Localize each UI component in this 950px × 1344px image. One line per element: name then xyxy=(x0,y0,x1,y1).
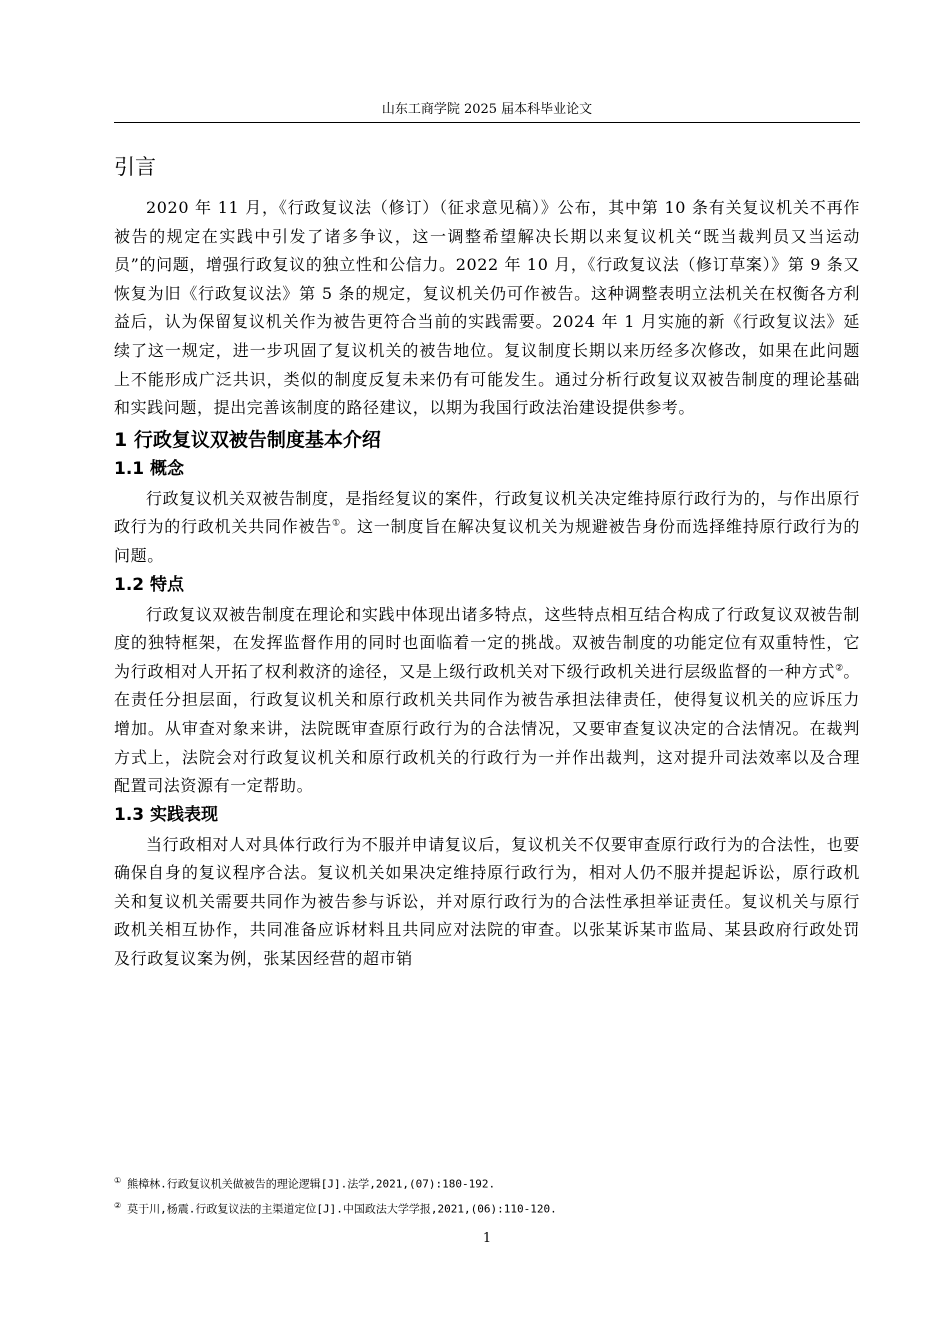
footnote-2-text: 莫于川,杨震.行政复议法的主渠道定位[J].中国政法大学学报,2021,(06):110-120. xyxy=(127,1202,557,1216)
section-1-2-text-b: 。在责任分担层面，行政复议机关和原行政机关共同作为被告承担法律责任，使得复议机关的应诉压力增加。从审查对象来讲，法院既审查原行政行为的合法情况，又要审查复议决定的合法情况。在裁判方式上，法院会对行政复议机关和原行政机关的行政行为一并作出裁判，这对提升司法效率以及合理配置司法资源有一定帮助。 xyxy=(114,661,860,796)
section-1-2-title: 1.2 特点 xyxy=(114,574,185,595)
main-content xyxy=(114,152,860,974)
section-1-2-text-a: 行政复议双被告制度在理论和实践中体现出诸多特点，这些特点相互结合构成了行政复议双被告制度的独特框架，在发挥监督作用的同时也面临着一定的挑战。双被告制度的功能定位有双重特性，它为行政相对人开拓了权利救济的途径，又是上级行政机关对下级行政机关进行层级监督的一种方式 xyxy=(114,604,860,681)
page-number: 1 xyxy=(482,1231,492,1246)
section-1-2-paragraph xyxy=(114,601,860,801)
section-1-3-title: 1.3 实践表现 xyxy=(114,804,219,825)
footnotes xyxy=(114,1170,860,1219)
running-header: 山东工商学院 2025 届本科毕业论文 xyxy=(381,102,593,117)
section-1-1-text-b: 。这一制度旨在解决复议机关为规避被告身份而选择维持原行政行为的问题。 xyxy=(114,517,860,565)
footnote-ref-1[interactable]: ① xyxy=(332,519,341,530)
footnote-2 xyxy=(114,1195,860,1220)
footnote-2-mark: ② xyxy=(114,1200,122,1210)
section-1-1-text-a: 行政复议机关双被告制度，是指经复议的案件，行政复议机关决定维持原行政行为的，与作出原行政行为的行政机关共同作被告 xyxy=(114,488,860,537)
section-1-1-paragraph xyxy=(114,485,860,571)
footnote-1 xyxy=(114,1170,860,1195)
footnote-ref-2[interactable]: ② xyxy=(835,663,844,674)
section-1-1-title: 1.1 概念 xyxy=(114,458,185,479)
intro-paragraph: 2020 年 11 月，《行政复议法（修订）（征求意见稿）》公布，其中第 10 条有关复议机关不再作被告的规定在实践中引发了诸多争议，这一调整希望解决长期以来复议机关“既当裁判员又当运动员”的问题，增强行政复议的独立性和公信力。2022 年 10 月，《行政复议法（修订草案）》第 9 条又恢复为旧《行政复议法》第 5 条的规定，复议机关仍可作被告。这种调整表明立法机关在权衡各方利益后，认为保留复议机关作为被告更符合当前的实践需要。2024 年 1 月实施的新《行政复议法》延续了这一规定，进一步巩固了复议机关的被告地位。复议制度长期以来历经多次修改，如果在此问题上不能形成广泛共识，类似的制度反复未来仍有可能发生。通过分析行政复议双被告制度的理论基础和实践问题，提出完善该制度的路径建议，以期为我国行政法治建设提供参考。 xyxy=(114,198,860,418)
header-rule xyxy=(114,122,860,123)
intro-title: 引言 xyxy=(114,155,156,179)
footnote-1-text: 熊樟林.行政复议机关做被告的理论逻辑[J].法学,2021,(07):180-192. xyxy=(127,1177,496,1191)
chapter-1-title: 1 行政复议双被告制度基本介绍 xyxy=(114,428,381,451)
footnote-1-mark: ① xyxy=(114,1176,122,1185)
section-1-3-paragraph: 当行政相对人对具体行政行为不服并申请复议后，复议机关不仅要审查原行政行为的合法性，也要确保自身的复议程序合法。复议机关如果决定维持原行政行为，相对人仍不服并提起诉讼，原行政机关和复议机关需要共同作为被告参与诉讼，并对原行政行为的合法性承担举证责任。复议机关与原行政机关相互协作，共同准备应诉材料且共同应对法院的审查。以张某诉某市监局、某县政府行政处罚及行政复议案为例，张某因经营的超市销 xyxy=(114,834,860,969)
